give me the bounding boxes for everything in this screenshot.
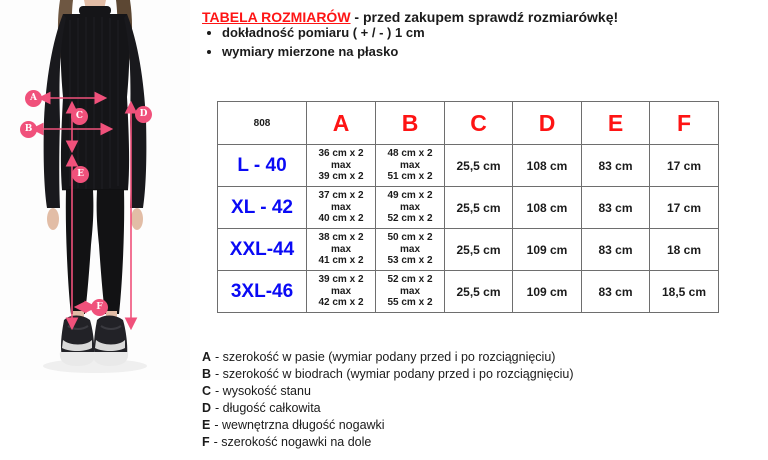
legend-text: - długość całkowita: [215, 401, 321, 415]
measurement-cell: 25,5 cm: [445, 229, 513, 271]
measurement-cell: 17 cm: [650, 145, 719, 187]
measurement-letter: D: [139, 109, 148, 119]
measurement-cell: 50 cm x 2 max 53 cm x 2: [376, 229, 445, 271]
measurement-arrows: [0, 0, 190, 380]
model-photo: [0, 0, 190, 380]
legend-letter: C: [202, 384, 212, 398]
measurement-label-c: [71, 108, 88, 125]
note-item: • dokładność pomiaru ( + / - ) 1 cm: [222, 26, 425, 40]
model-number-cell: 808: [218, 102, 307, 145]
legend-letter: A: [202, 350, 212, 364]
legend-letter: B: [202, 367, 212, 381]
legend-item-e: [202, 419, 574, 433]
legend: [202, 351, 574, 453]
measurement-cell: 52 cm x 2 max 55 cm x 2: [376, 271, 445, 313]
measurement-cell: 36 cm x 2 max 39 cm x 2: [307, 145, 376, 187]
size-label: L - 40: [218, 145, 307, 187]
legend-item-f: [202, 436, 574, 450]
measurement-label-f: [91, 299, 108, 316]
table-header-row: [218, 102, 719, 145]
column-header-b: B: [376, 102, 445, 145]
size-label: 3XL-46: [218, 271, 307, 313]
measurement-letter: F: [96, 302, 103, 312]
legend-item-a: [202, 351, 574, 365]
legend-letter: F: [202, 435, 210, 449]
legend-item-b: [202, 368, 574, 382]
table-row: [218, 271, 719, 313]
measurement-cell: 109 cm: [513, 271, 582, 313]
legend-text: - szerokość w pasie (wymiar podany przed i po rozciągnięciu): [215, 350, 556, 364]
table-row: [218, 229, 719, 271]
measurement-label-e: [72, 166, 89, 183]
measurement-cell: 83 cm: [582, 187, 650, 229]
measurement-cell: 83 cm: [582, 145, 650, 187]
measurement-cell: 39 cm x 2 max 42 cm x 2: [307, 271, 376, 313]
measurement-cell: 17 cm: [650, 187, 719, 229]
measurement-label-b: [20, 121, 37, 138]
title-highlight: TABELA ROZMIARÓW: [202, 9, 351, 25]
measurement-cell: 108 cm: [513, 187, 582, 229]
measurement-cell: 108 cm: [513, 145, 582, 187]
title-rest: - przed zakupem sprawdź rozmiarówkę!: [350, 9, 619, 25]
measurement-cell: 37 cm x 2 max 40 cm x 2: [307, 187, 376, 229]
table-row: [218, 145, 719, 187]
column-header-a: A: [307, 102, 376, 145]
legend-item-c: [202, 385, 574, 399]
size-label: XXL-44: [218, 229, 307, 271]
measurement-cell: 109 cm: [513, 229, 582, 271]
size-table: [217, 101, 719, 313]
measurement-cell: 18,5 cm: [650, 271, 719, 313]
legend-text: - szerokość nogawki na dole: [213, 435, 372, 449]
page-title: [202, 9, 618, 25]
measurement-cell: 83 cm: [582, 229, 650, 271]
measurement-cell: 49 cm x 2 max 52 cm x 2: [376, 187, 445, 229]
size-table-body: [218, 145, 719, 313]
measurement-cell: 25,5 cm: [445, 145, 513, 187]
notes-list: [206, 26, 425, 64]
measurement-cell: 48 cm x 2 max 51 cm x 2: [376, 145, 445, 187]
size-label: XL - 42: [218, 187, 307, 229]
measurement-letter: B: [24, 124, 33, 134]
measurement-letter: E: [77, 169, 84, 179]
column-header-c: C: [445, 102, 513, 145]
legend-text: - wysokość stanu: [215, 384, 311, 398]
table-row: [218, 187, 719, 229]
measurement-label-d: [135, 106, 152, 123]
legend-letter: D: [202, 401, 212, 415]
measurement-letter: C: [75, 111, 84, 121]
measurement-cell: 38 cm x 2 max 41 cm x 2: [307, 229, 376, 271]
legend-text: - szerokość w biodrach (wymiar podany przed i po rozciągnięciu): [215, 367, 574, 381]
measurement-cell: 83 cm: [582, 271, 650, 313]
measurement-letter: A: [30, 93, 37, 103]
measurement-cell: 25,5 cm: [445, 187, 513, 229]
column-header-d: D: [513, 102, 582, 145]
column-header-f: F: [650, 102, 719, 145]
column-header-e: E: [582, 102, 650, 145]
measurement-cell: 18 cm: [650, 229, 719, 271]
legend-text: - wewnętrzna długość nogawki: [214, 418, 385, 432]
legend-letter: E: [202, 418, 211, 432]
note-item: • wymiary mierzone na płasko: [222, 45, 425, 59]
measurement-label-a: [25, 90, 42, 107]
legend-item-d: [202, 402, 574, 416]
measurement-cell: 25,5 cm: [445, 271, 513, 313]
